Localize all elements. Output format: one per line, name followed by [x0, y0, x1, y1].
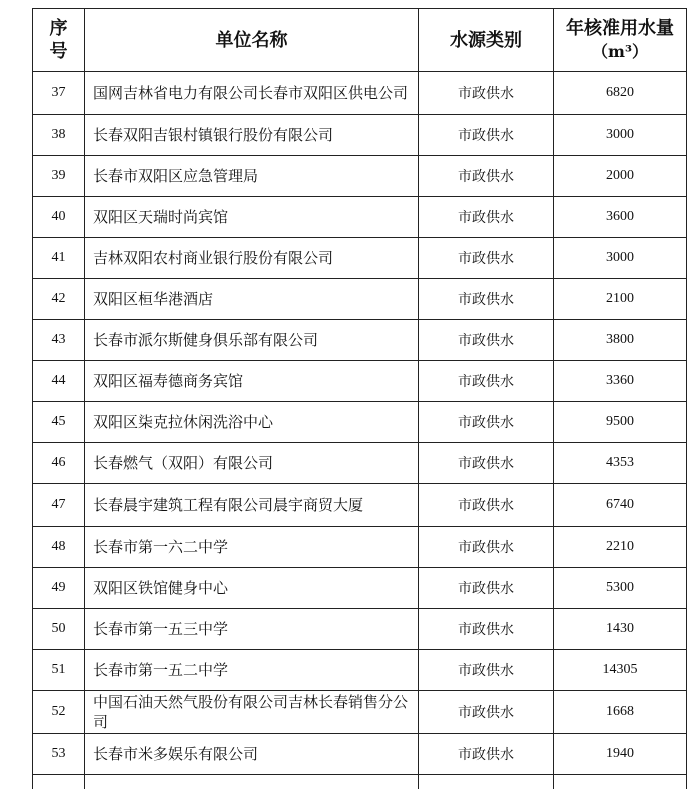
row-no: 48	[33, 527, 85, 568]
row-source: 市政供水	[419, 527, 554, 568]
row-no: 37	[33, 72, 85, 115]
row-volume: 3360	[554, 361, 687, 402]
row-volume: 3800	[554, 320, 687, 361]
row-no: 47	[33, 484, 85, 527]
row-name: 吉林双阳农村商业银行股份有限公司	[85, 238, 419, 279]
row-name: 长春双阳吉银村镇银行股份有限公司	[85, 115, 419, 156]
row-volume: 2100	[554, 279, 687, 320]
row-source: 市政供水	[419, 156, 554, 197]
water-allocation-table	[32, 8, 687, 789]
row-volume: 2000	[554, 156, 687, 197]
row-volume: 3600	[554, 197, 687, 238]
row-volume: 9500	[554, 402, 687, 443]
row-volume: 1940	[554, 734, 687, 775]
row-name: 双阳区福寿德商务宾馆	[85, 361, 419, 402]
header-source: 水源类别	[419, 9, 554, 72]
row-source: 市政供水	[419, 650, 554, 691]
partial-cell	[554, 775, 687, 790]
row-name: 长春市双阳区应急管理局	[85, 156, 419, 197]
table-row	[33, 691, 687, 734]
row-no: 51	[33, 650, 85, 691]
row-name: 双阳区铁馆健身中心	[85, 568, 419, 609]
row-no: 39	[33, 156, 85, 197]
row-name: 双阳区柒克拉休闲洗浴中心	[85, 402, 419, 443]
row-no: 49	[33, 568, 85, 609]
partial-cell	[419, 775, 554, 790]
row-name: 长春市第一六二中学	[85, 527, 419, 568]
row-volume: 3000	[554, 238, 687, 279]
table-row	[33, 568, 687, 609]
table-row	[33, 402, 687, 443]
row-name: 双阳区桓华港酒店	[85, 279, 419, 320]
row-source: 市政供水	[419, 72, 554, 115]
header-volume-unit: （m³）	[592, 42, 648, 61]
table-body	[33, 72, 687, 790]
row-volume: 3000	[554, 115, 687, 156]
row-volume: 1668	[554, 691, 687, 734]
row-name: 国网吉林省电力有限公司长春市双阳区供电公司	[85, 72, 419, 115]
row-name: 长春市派尔斯健身俱乐部有限公司	[85, 320, 419, 361]
row-no: 43	[33, 320, 85, 361]
row-no: 40	[33, 197, 85, 238]
row-source: 市政供水	[419, 484, 554, 527]
header-volume	[554, 9, 687, 72]
row-name: 双阳区天瑞时尚宾馆	[85, 197, 419, 238]
row-source: 市政供水	[419, 734, 554, 775]
row-source: 市政供水	[419, 443, 554, 484]
row-volume: 6820	[554, 72, 687, 115]
partial-cell	[33, 775, 85, 790]
row-source: 市政供水	[419, 279, 554, 320]
partial-cell	[85, 775, 419, 790]
row-no: 46	[33, 443, 85, 484]
table-row-partial	[33, 775, 687, 790]
table-row	[33, 527, 687, 568]
table-row	[33, 72, 687, 115]
row-source: 市政供水	[419, 320, 554, 361]
row-source: 市政供水	[419, 197, 554, 238]
row-source: 市政供水	[419, 115, 554, 156]
table-header-row	[33, 9, 687, 72]
table-row	[33, 320, 687, 361]
row-no: 52	[33, 691, 85, 734]
table-row	[33, 115, 687, 156]
row-name: 长春市米多娱乐有限公司	[85, 734, 419, 775]
row-no: 50	[33, 609, 85, 650]
header-no: 序 号	[33, 9, 85, 72]
row-name: 长春晨宇建筑工程有限公司晨宇商贸大厦	[85, 484, 419, 527]
row-volume: 6740	[554, 484, 687, 527]
row-source: 市政供水	[419, 238, 554, 279]
row-volume: 14305	[554, 650, 687, 691]
row-no: 38	[33, 115, 85, 156]
table-row	[33, 484, 687, 527]
row-no: 45	[33, 402, 85, 443]
row-no: 41	[33, 238, 85, 279]
row-no: 42	[33, 279, 85, 320]
header-volume-label: 年核准用水量	[566, 18, 674, 39]
row-source: 市政供水	[419, 361, 554, 402]
table-row	[33, 156, 687, 197]
row-volume: 5300	[554, 568, 687, 609]
row-source: 市政供水	[419, 609, 554, 650]
table-row	[33, 197, 687, 238]
table-row	[33, 443, 687, 484]
table-row	[33, 361, 687, 402]
row-source: 市政供水	[419, 691, 554, 734]
row-volume: 4353	[554, 443, 687, 484]
row-source: 市政供水	[419, 568, 554, 609]
table-row	[33, 609, 687, 650]
row-volume: 1430	[554, 609, 687, 650]
header-name: 单位名称	[85, 9, 419, 72]
row-volume: 2210	[554, 527, 687, 568]
table-row	[33, 279, 687, 320]
row-source: 市政供水	[419, 402, 554, 443]
row-name: 长春燃气（双阳）有限公司	[85, 443, 419, 484]
table-row	[33, 734, 687, 775]
row-name: 中国石油天然气股份有限公司吉林长春销售分公司	[85, 691, 419, 734]
table-row	[33, 650, 687, 691]
row-name: 长春市第一五三中学	[85, 609, 419, 650]
table-row	[33, 238, 687, 279]
row-name: 长春市第一五二中学	[85, 650, 419, 691]
row-no: 53	[33, 734, 85, 775]
row-no: 44	[33, 361, 85, 402]
